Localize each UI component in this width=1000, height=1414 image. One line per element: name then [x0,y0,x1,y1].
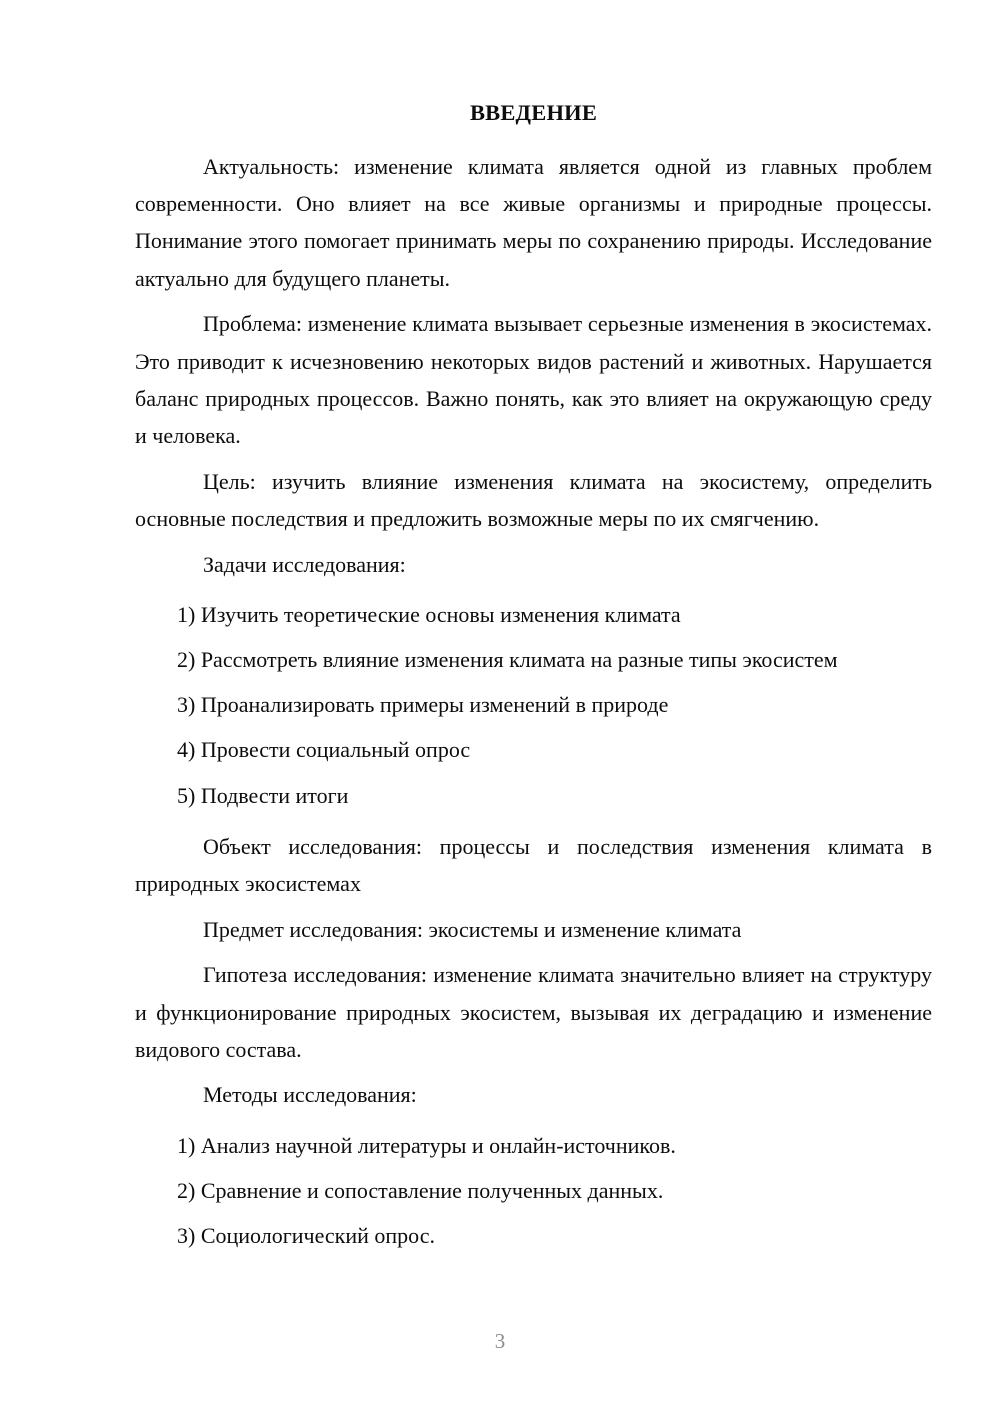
list-item: 2) Рассмотреть влияние изменения климата на разные типы экосистем [177,646,838,672]
list-item: 1) Изучить теоретические основы изменения климата [177,601,681,627]
list-item: 2) Сравнение и сопоставление полученных данных. [177,1177,664,1203]
paragraph-tasks-label: Задачи исследования: [203,551,406,577]
paragraph-relevance: Актуальность: изменение климата является одной из главных проблем современности. Оно влияет на все живые организмы и природные процессы. Понимание этого помогает принимать меры по сохранению природы. Исследование актуально для будущего планеты. [135,154,932,291]
list-spacer [135,814,932,828]
paragraph-object: Объект исследования: процессы и последствия изменения климата в природных экосистемах [135,833,932,896]
page-title: ВВЕДЕНИЕ [469,100,598,125]
paragraph-subject: Предмет исследования: экосистемы и изменение климата [203,916,742,942]
paragraph-hypothesis: Гипотеза исследования: изменение климата значительно влияет на структуру и функционирование природных экосистем, вызывая их деградацию и изменение видового состава. [135,962,932,1062]
methods-list [135,1127,932,1255]
list-item: 3) Социологический опрос. [177,1223,435,1249]
page-number: 3 [494,1329,506,1353]
tasks-list [135,596,932,814]
list-item: 1) Анализ научной литературы и онлайн-источников. [177,1132,676,1158]
list-item: 3) Проанализировать примеры изменений в природе [177,692,669,718]
list-item: 4) Провести социальный опрос [177,737,471,763]
paragraph-methods-label: Методы исследования: [203,1082,417,1108]
document-content [135,0,932,1254]
paragraph-problem: Проблема: изменение климата вызывает серьезные изменения в экосистемах. Это приводит к исчезновению некоторых видов растений и животных. Нарушается баланс природных процессов. Важно понять, как это влияет на окружающую среду и человека. [135,311,932,448]
list-item: 5) Подвести итоги [177,782,349,808]
paragraph-goal: Цель: изучить влияние изменения климата на экосистему, определить основные последствия и предложить возможные меры по их смягчению. [135,468,932,531]
